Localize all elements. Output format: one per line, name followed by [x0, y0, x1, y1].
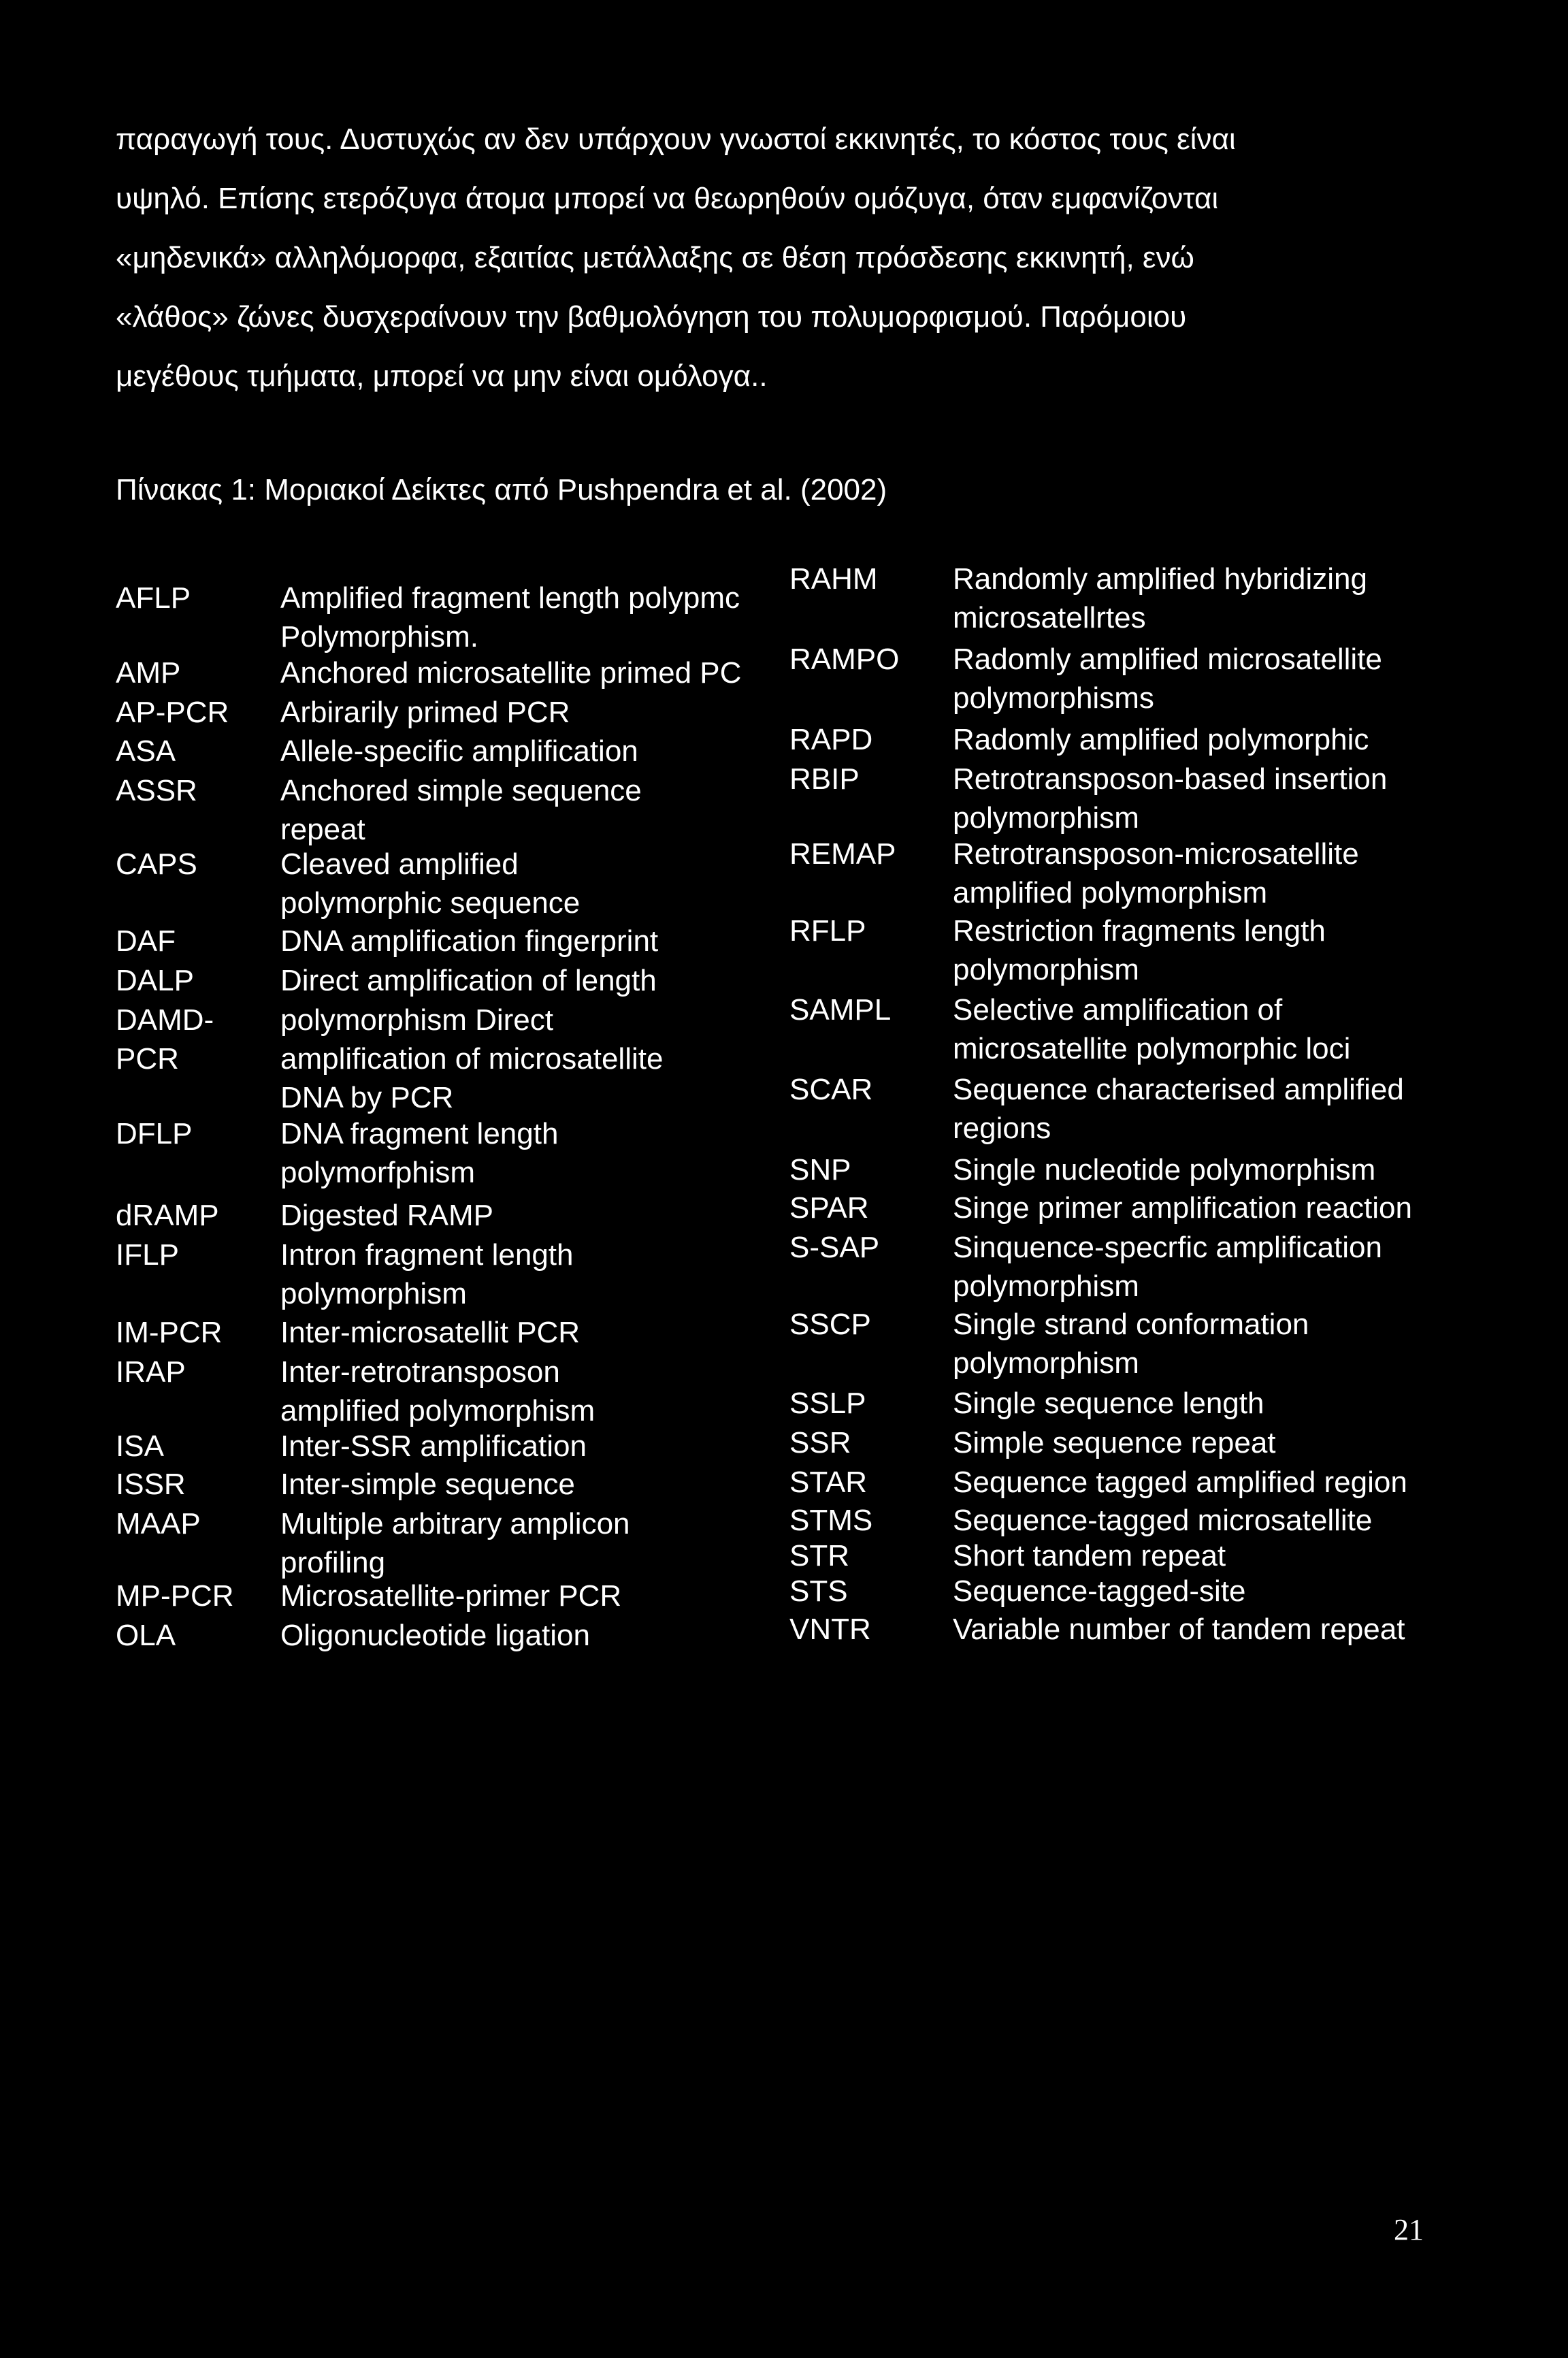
right-description [953, 1501, 1372, 1540]
left-description [280, 693, 570, 732]
left-description [280, 1001, 663, 1117]
description-line: Digested RAMP [280, 1199, 494, 1232]
description-line: Arbirarily primed PCR [280, 696, 570, 729]
right-abbreviation [789, 1150, 851, 1189]
description-line: Multiple arbitrary amplicon [280, 1507, 630, 1540]
right-abbreviation [789, 1189, 869, 1227]
right-abbreviation [789, 1536, 849, 1575]
description-line: Inter-SSR amplification [280, 1430, 587, 1463]
left-description [280, 1353, 595, 1430]
description-line: Sequence-tagged-site [953, 1574, 1246, 1608]
left-abbreviation [116, 922, 176, 960]
description-line: Inter-retrotransposon [280, 1355, 560, 1389]
abbreviation-line: RBIP [789, 762, 860, 796]
right-abbreviation [789, 835, 896, 873]
description-line: polymorphism [953, 801, 1139, 835]
description-line: Amplified fragment length polypmc [280, 581, 740, 615]
abbreviation-line: SSR [789, 1426, 851, 1459]
description-line: Sequence-tagged microsatellite [953, 1504, 1373, 1537]
left-abbreviation [116, 1577, 234, 1615]
left-abbreviation [116, 1235, 179, 1274]
description-line: Single sequence length [953, 1387, 1264, 1420]
description-line: polymorphism [953, 1270, 1139, 1303]
abbreviation-line: STS [789, 1574, 848, 1608]
right-abbreviation [789, 1501, 872, 1540]
abbreviation-line: DFLP [116, 1117, 193, 1150]
description-line: Sequence characterised amplified [953, 1073, 1404, 1106]
left-description [280, 771, 642, 849]
description-line: Retrotransposon-microsatellite [953, 837, 1359, 871]
abbreviation-line: SSCP [789, 1308, 871, 1341]
description-line: Anchored microsatellite primed PC [280, 656, 742, 690]
left-description [280, 1235, 573, 1313]
right-abbreviation [789, 1070, 872, 1109]
description-line: DNA by PCR [280, 1081, 454, 1114]
description-line: Microsatellite-primer PCR [280, 1579, 622, 1613]
left-abbreviation [116, 1616, 176, 1655]
description-line: Retrotransposon-based insertion [953, 762, 1388, 796]
paragraph-line: παραγωγή τους. Δυστυχώς αν δεν υπάρχουν γνωστοί εκκινητές, το κόστος τους είναι [116, 123, 1236, 156]
abbreviation-line: SCAR [789, 1073, 873, 1106]
abbreviation-line: SNP [789, 1153, 851, 1186]
left-description [280, 1465, 575, 1504]
description-line: Radomly amplified microsatellite [953, 643, 1382, 676]
description-line: DNA fragment length [280, 1117, 559, 1150]
abbreviation-line: AFLP [116, 581, 191, 615]
right-description [953, 835, 1359, 912]
abbreviation-line: DAF [116, 924, 176, 958]
abbreviation-line: IRAP [116, 1355, 186, 1389]
right-abbreviation [789, 760, 860, 798]
right-description [953, 1463, 1407, 1502]
right-abbreviation [789, 1384, 866, 1423]
abbreviation-line: RFLP [789, 914, 866, 948]
description-line: Intron fragment length [280, 1238, 574, 1272]
abbreviation-line: ASSR [116, 774, 197, 807]
abbreviation-line: RAHM [789, 562, 878, 596]
right-description [953, 1384, 1264, 1423]
abbreviation-line: PCR [116, 1042, 179, 1076]
abbreviation-line: dRAMP [116, 1199, 219, 1232]
description-line: polymorphic sequence [280, 886, 581, 920]
left-abbreviation [116, 732, 176, 771]
right-description [953, 1610, 1405, 1649]
abbreviation-line: STMS [789, 1504, 873, 1537]
right-description [953, 1070, 1404, 1148]
description-line: Inter-simple sequence [280, 1468, 575, 1501]
description-line: polymorphism Direct [280, 1003, 553, 1037]
description-line: profiling [280, 1546, 386, 1579]
right-abbreviation [789, 1305, 871, 1344]
right-abbreviation [789, 1610, 871, 1649]
abbreviation-line: ASA [116, 734, 176, 768]
abbreviation-line: MAAP [116, 1507, 201, 1540]
abbreviation-line: AMP [116, 656, 181, 690]
description-line: polymorphisms [953, 681, 1154, 715]
description-line: Short tandem repeat [953, 1539, 1226, 1572]
right-abbreviation [789, 560, 878, 598]
description-line: Single nucleotide polymorphism [953, 1153, 1376, 1186]
left-abbreviation [116, 771, 197, 810]
left-description [280, 1616, 590, 1655]
abbreviation-line: ISA [116, 1430, 164, 1463]
description-line: Radomly amplified polymorphic [953, 723, 1369, 756]
description-line: Allele-specific amplification [280, 734, 638, 768]
left-abbreviation [116, 1504, 201, 1543]
description-line: Restriction fragments length [953, 914, 1326, 948]
abbreviation-line: IFLP [116, 1238, 179, 1272]
left-description [280, 732, 638, 771]
left-description [280, 1313, 580, 1352]
abbreviation-line: AP-PCR [116, 696, 229, 729]
right-description [953, 1536, 1226, 1575]
abbreviation-line: S-SAP [789, 1231, 880, 1264]
right-description [953, 990, 1350, 1068]
description-line: polymorfphism [280, 1156, 476, 1189]
table-caption: Πίνακας 1: Μοριακοί Δείκτες από Pushpendra et al. (2002) [116, 473, 887, 506]
right-description [953, 911, 1326, 989]
description-line: microsatellite polymorphic loci [953, 1032, 1351, 1065]
description-line: Cleaved amplified [280, 847, 519, 881]
description-line: Oligonucleotide ligation [280, 1619, 590, 1652]
right-abbreviation [789, 911, 866, 950]
abbreviation-line: ISSR [116, 1468, 186, 1501]
abbreviation-line: SPAR [789, 1191, 869, 1225]
page-number: 21 [1394, 2213, 1424, 2246]
left-abbreviation [116, 1313, 222, 1352]
description-line: Polymorphism. [280, 620, 478, 653]
abbreviation-line: STR [789, 1539, 849, 1572]
abbreviation-line: IM-PCR [116, 1316, 223, 1349]
left-abbreviation [116, 653, 180, 692]
left-description [280, 653, 741, 692]
right-abbreviation [789, 1423, 851, 1462]
abbreviation-line: RAPD [789, 723, 873, 756]
description-line: Sinquence-specrfic amplification [953, 1231, 1382, 1264]
abbreviation-line: DAMD- [116, 1003, 214, 1037]
paragraph-line: «λάθος» ζώνες δυσχεραίνουν την βαθμολόγηση του πολυμορφισμού. Παρόμοιου [116, 300, 1187, 334]
abbreviation-line: STAR [789, 1466, 868, 1499]
right-description [953, 640, 1382, 717]
left-abbreviation [116, 961, 194, 1000]
description-line: Inter-microsatellit PCR [280, 1316, 581, 1349]
right-description [953, 720, 1369, 759]
left-abbreviation [116, 1114, 192, 1153]
description-line: Randomly amplified hybridizing [953, 562, 1367, 596]
left-abbreviation [116, 1001, 214, 1078]
left-abbreviation [116, 1465, 186, 1504]
right-description [953, 1189, 1412, 1227]
left-abbreviation [116, 1353, 186, 1391]
description-line: Singe primer amplification reaction [953, 1191, 1412, 1225]
right-abbreviation [789, 720, 872, 759]
description-line: Sequence tagged amplified region [953, 1466, 1407, 1499]
description-line: amplified polymorphism [953, 876, 1268, 909]
left-description [280, 922, 658, 960]
paragraph-line: μεγέθους τμήματα, μπορεί να μην είναι ομόλογα.. [116, 359, 768, 393]
right-description [953, 560, 1367, 637]
left-description [280, 1577, 621, 1615]
description-line: amplified polymorphism [280, 1394, 595, 1427]
abbreviation-line: DALP [116, 964, 194, 997]
right-description [953, 1305, 1309, 1383]
right-description [953, 1423, 1276, 1462]
description-line: Anchored simple sequence [280, 774, 642, 807]
description-line: repeat [280, 813, 365, 846]
abbreviation-line: REMAP [789, 837, 896, 871]
paragraph-line: υψηλό. Επίσης ετερόζυγα άτομα μπορεί να θεωρηθούν ομόζυγα, όταν εμφανίζονται [116, 182, 1219, 215]
description-line: microsatellrtes [953, 601, 1146, 634]
description-line: Single strand conformation [953, 1308, 1309, 1341]
description-line: Selective amplification of [953, 993, 1283, 1027]
description-line: polymorphism [953, 953, 1139, 986]
left-abbreviation [116, 693, 229, 732]
left-description [280, 1504, 630, 1582]
left-description [280, 1427, 587, 1466]
paragraph-line: «μηδενικά» αλληλόμορφα, εξαιτίας μετάλλαξης σε θέση πρόσδεσης εκκινητή, ενώ [116, 241, 1194, 274]
description-line: amplification of microsatellite [280, 1042, 664, 1076]
description-line: polymorphism [953, 1346, 1139, 1380]
description-line: DNA amplification fingerprint [280, 924, 659, 958]
left-description [280, 1114, 558, 1192]
left-abbreviation [116, 1196, 219, 1235]
right-abbreviation [789, 1228, 879, 1267]
description-line: Direct amplification of length [280, 964, 657, 997]
left-abbreviation [116, 845, 197, 884]
abbreviation-line: SSLP [789, 1387, 866, 1420]
left-description [280, 1196, 493, 1235]
description-line: polymorphism [280, 1277, 467, 1310]
description-line: regions [953, 1112, 1051, 1145]
right-abbreviation [789, 990, 891, 1029]
left-abbreviation [116, 579, 191, 617]
description-line: Variable number of tandem repeat [953, 1613, 1405, 1646]
abbreviation-line: SAMPL [789, 993, 892, 1027]
left-description [280, 961, 657, 1000]
right-description [953, 1572, 1246, 1611]
abbreviation-line: VNTR [789, 1613, 871, 1646]
abbreviation-line: OLA [116, 1619, 176, 1652]
right-description [953, 1150, 1375, 1189]
left-abbreviation [116, 1427, 164, 1466]
right-abbreviation [789, 1572, 848, 1611]
right-abbreviation [789, 640, 899, 679]
abbreviation-line: MP-PCR [116, 1579, 234, 1613]
right-abbreviation [789, 1463, 867, 1502]
description-line: Simple sequence repeat [953, 1426, 1276, 1459]
abbreviation-line: RAMPO [789, 643, 900, 676]
abbreviation-line: CAPS [116, 847, 197, 881]
left-description [280, 579, 740, 656]
right-description [953, 760, 1387, 837]
right-description [953, 1228, 1382, 1306]
left-description [280, 845, 580, 922]
